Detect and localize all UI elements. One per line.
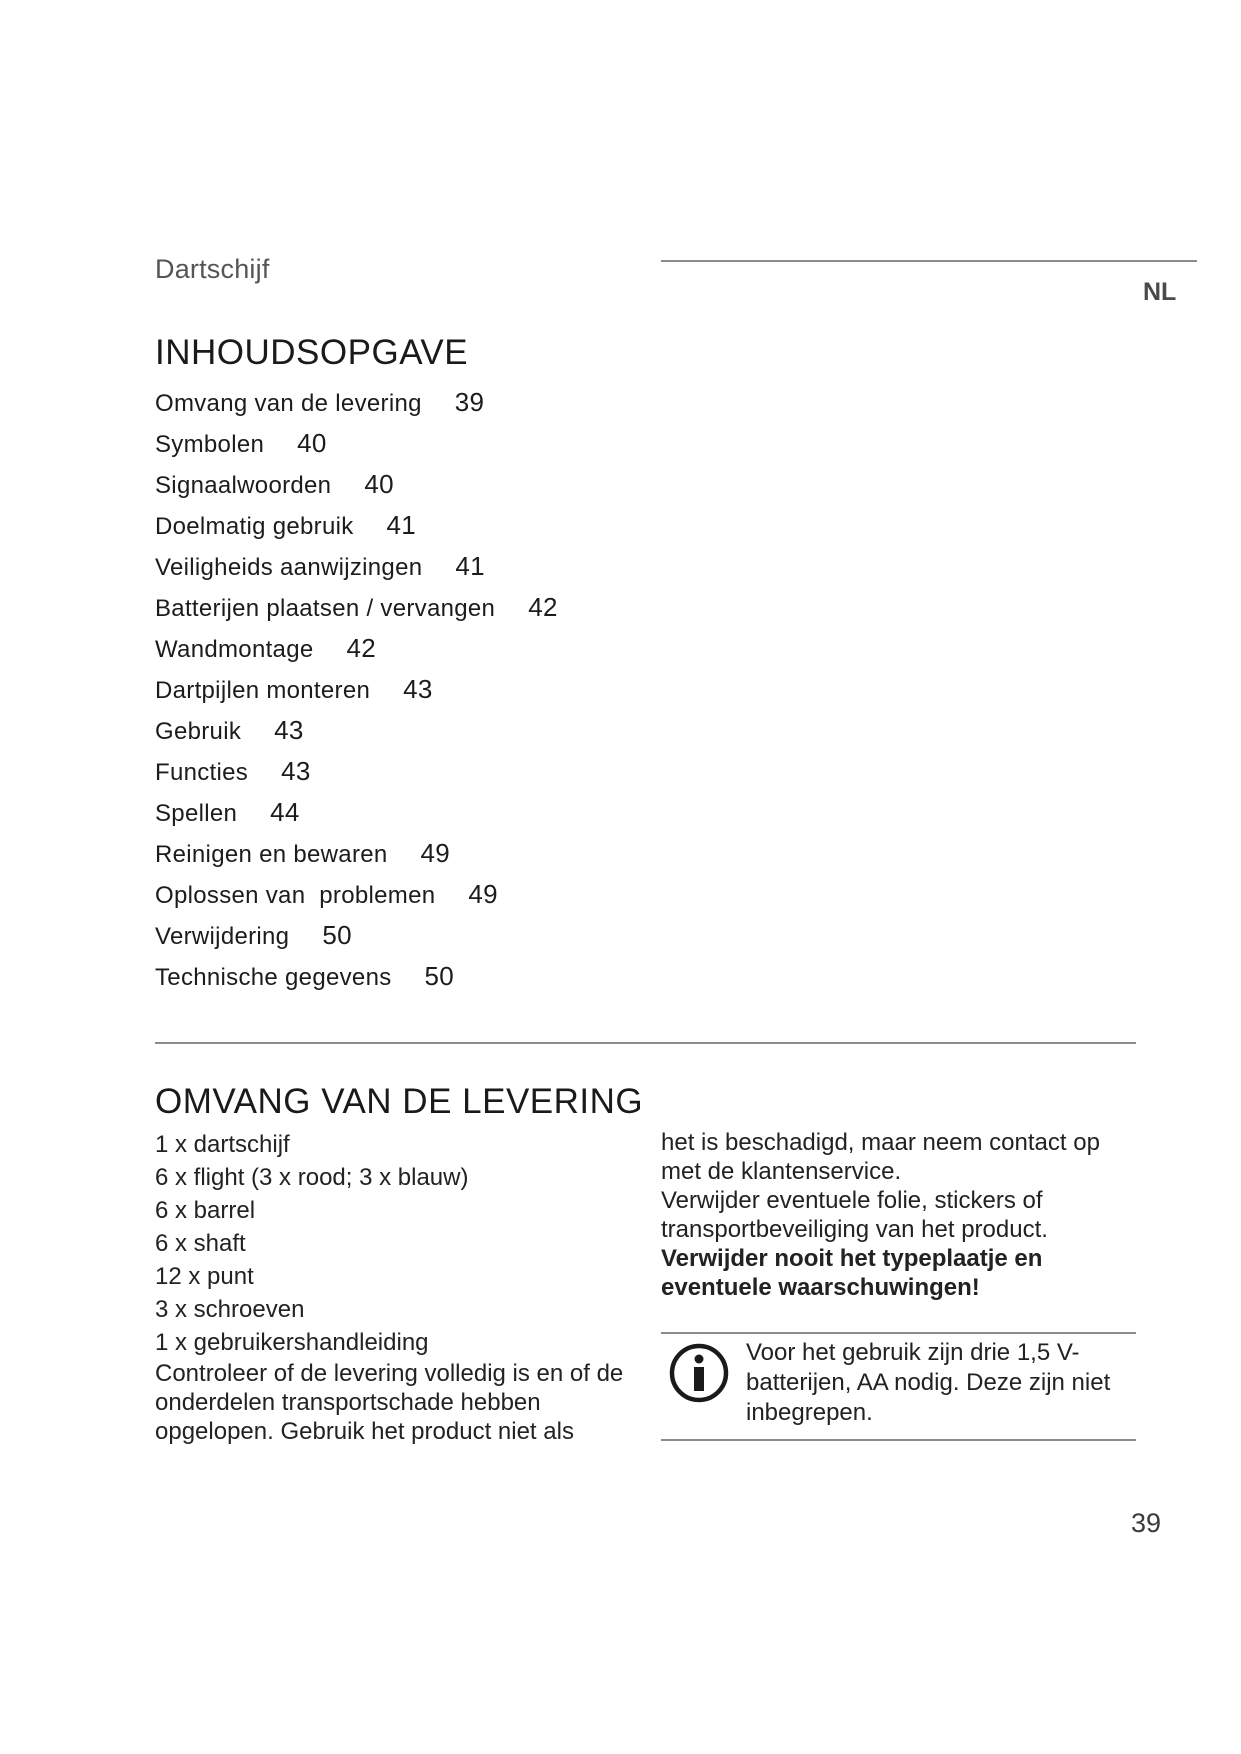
toc-item[interactable]: [155, 959, 855, 1000]
toc-item[interactable]: [155, 508, 855, 549]
toc-item[interactable]: [155, 877, 855, 918]
toc-item-label: Veiligheids aanwijzingen: [155, 554, 423, 581]
toc-item-label: Gebruik: [155, 718, 242, 745]
toc-item-page: 42: [528, 592, 558, 622]
toc-item-page: 40: [297, 428, 327, 458]
section-divider: [155, 1042, 1136, 1044]
header-divider: [661, 260, 1197, 262]
toc-item[interactable]: [155, 836, 855, 877]
toc-item[interactable]: [155, 754, 855, 795]
delivery-check-text-continued: het is beschadigd, maar neem contact op met de klantenservice.: [661, 1129, 1100, 1185]
toc-heading: INHOUDSOPGAVE: [155, 333, 469, 372]
info-box-bottom-rule: [661, 1439, 1136, 1441]
toc-item-page: 49: [468, 879, 498, 909]
remove-packaging-instruction: Verwijder eventuele folie, stickers of transportbeveiliging van het product.: [661, 1187, 1048, 1243]
page-number: 39: [1131, 1508, 1162, 1538]
info-box-top-rule: [661, 1332, 1136, 1334]
toc-item-label: Wandmontage: [155, 636, 314, 663]
table-of-contents: [155, 385, 855, 1000]
toc-item-label: Functies: [155, 759, 249, 786]
delivery-left-column: [155, 1128, 625, 1446]
toc-item-label: Omvang van de levering: [155, 390, 422, 417]
toc-item[interactable]: [155, 590, 855, 631]
delivery-item: 3 x schroeven: [155, 1296, 305, 1323]
delivery-item: 6 x barrel: [155, 1197, 256, 1224]
toc-item-page: 49: [420, 838, 451, 868]
toc-item-page: 43: [403, 674, 433, 704]
remove-packaging-text: [661, 1186, 1139, 1302]
delivery-item: 6 x shaft: [155, 1230, 246, 1257]
delivery-item: 1 x gebruikershandleiding: [155, 1329, 429, 1356]
delivery-item: 6 x flight (3 x rood; 3 x blauw): [155, 1164, 469, 1191]
toc-item-page: 50: [424, 961, 455, 991]
toc-item-label: Oplossen van problemen: [155, 882, 436, 909]
toc-item-label: Doelmatig gebruik: [155, 513, 354, 540]
toc-item-page: 50: [322, 920, 352, 950]
toc-item-page: 39: [454, 387, 485, 417]
toc-item-label: Dartpijlen monteren: [155, 677, 371, 704]
toc-item-label: Verwijdering: [155, 923, 290, 950]
delivery-check-text: Controleer of de levering volledig is en of de onderdelen transportschade hebben opgelopen. Gebruik het product niet als: [155, 1360, 624, 1445]
toc-item[interactable]: [155, 426, 855, 467]
toc-item[interactable]: [155, 467, 855, 508]
language-label: NL: [1143, 278, 1177, 306]
toc-item-label: Batterijen plaatsen / vervangen: [155, 595, 496, 622]
document-title: Dartschijf: [155, 254, 270, 284]
toc-item-page: 44: [270, 797, 300, 827]
delivery-list: [155, 1128, 625, 1359]
toc-item-label: Reinigen en bewaren: [155, 841, 388, 868]
remove-warning: Verwijder nooit het typeplaatje en eventuele waarschuwingen!: [661, 1245, 1043, 1301]
toc-item[interactable]: [155, 631, 855, 672]
toc-item[interactable]: [155, 549, 855, 590]
toc-item-page: 43: [281, 756, 311, 786]
toc-item[interactable]: [155, 713, 855, 754]
toc-item-label: Signaalwoorden: [155, 472, 332, 499]
delivery-right-column: [661, 1128, 1139, 1302]
toc-item[interactable]: [155, 385, 855, 426]
toc-item-page: 43: [274, 715, 304, 745]
toc-item[interactable]: [155, 918, 855, 959]
toc-item-page: 40: [364, 469, 394, 499]
delivery-item: 1 x dartschijf: [155, 1131, 290, 1158]
toc-item[interactable]: [155, 672, 855, 713]
info-note-text: Voor het gebruik zijn drie 1,5 V-batterijen, AA nodig. Deze zijn niet inbegrepen.: [746, 1339, 1111, 1426]
toc-item-page: 41: [455, 551, 485, 581]
toc-item-label: Symbolen: [155, 431, 265, 458]
toc-item[interactable]: [155, 795, 855, 836]
toc-item-label: Technische gegevens: [155, 964, 392, 991]
delivery-item: 12 x punt: [155, 1263, 254, 1290]
toc-item-label: Spellen: [155, 800, 238, 827]
delivery-heading: OMVANG VAN DE LEVERING: [155, 1082, 644, 1121]
info-icon: [668, 1342, 730, 1404]
toc-item-page: 41: [386, 510, 417, 540]
toc-item-page: 42: [346, 633, 377, 663]
